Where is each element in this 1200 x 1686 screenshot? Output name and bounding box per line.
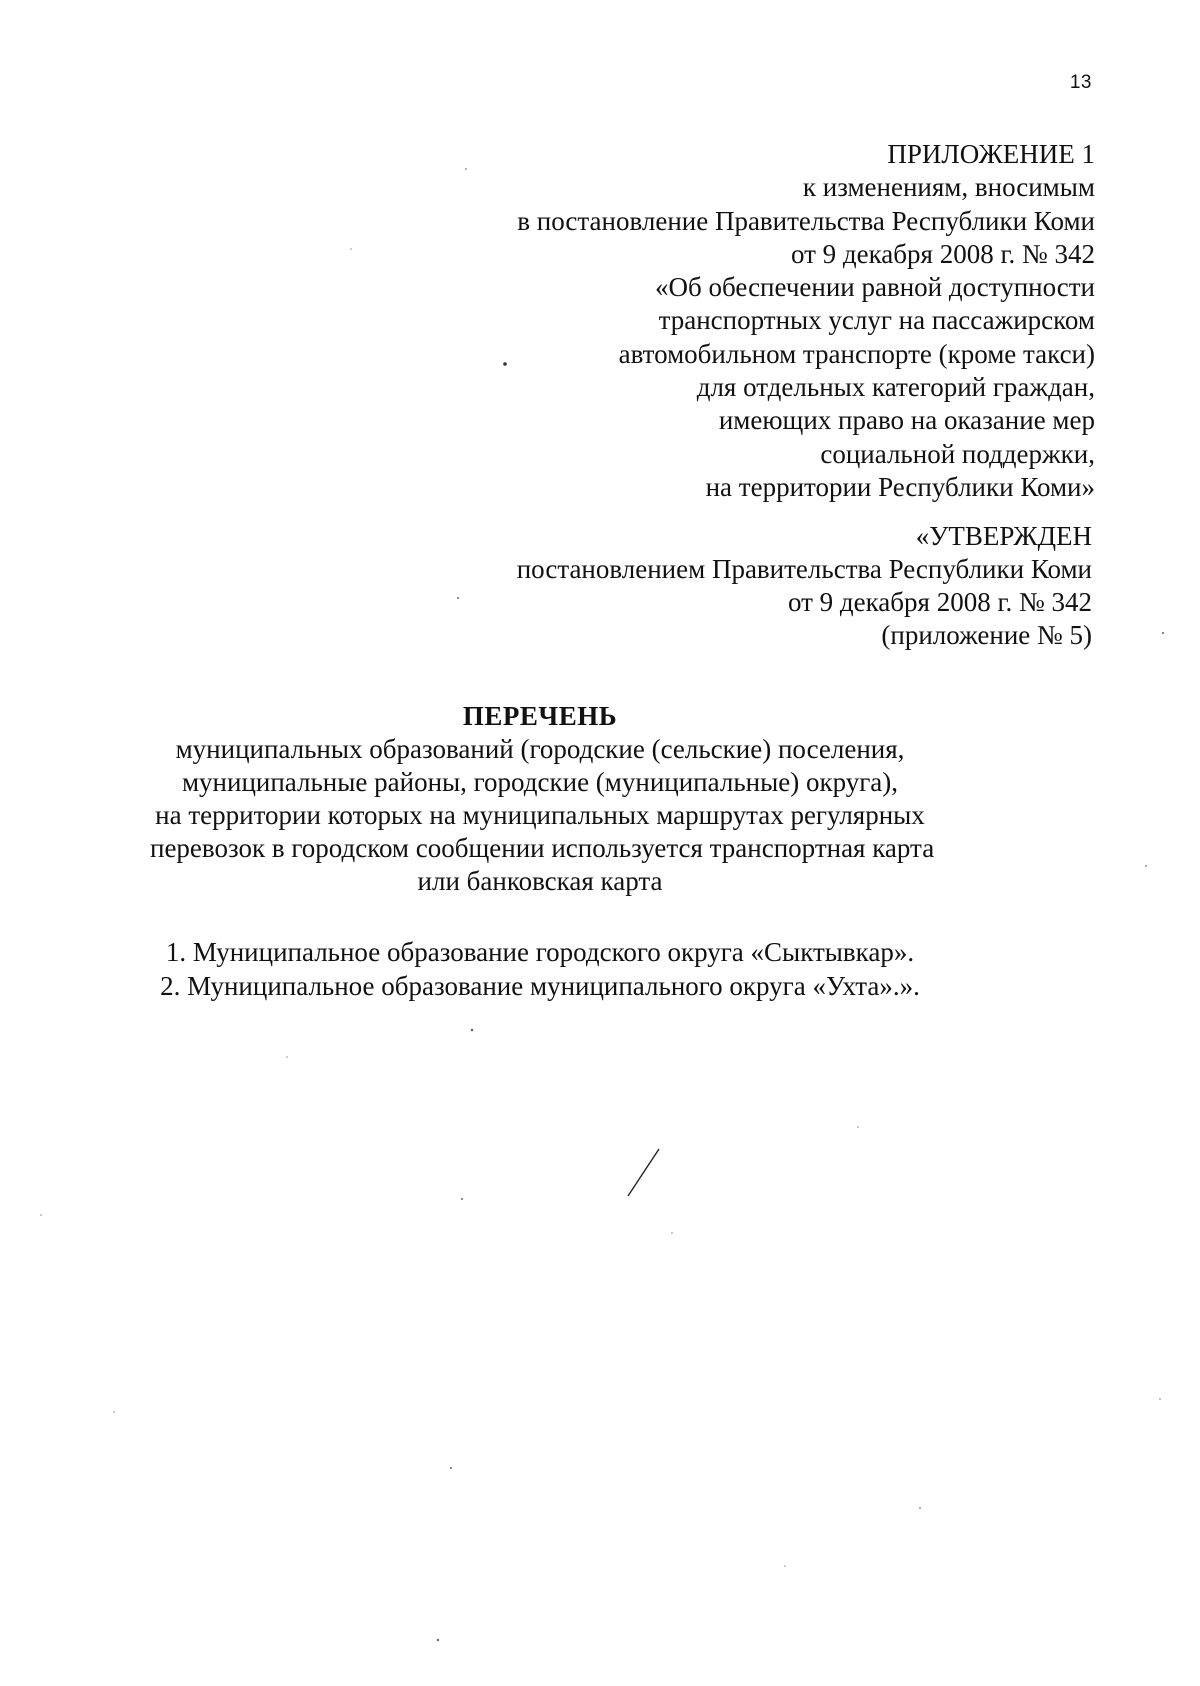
annex-line: на территории Республики Коми» [705, 471, 1095, 502]
pen-stroke [628, 1149, 659, 1196]
annex-line: социальной поддержки, [820, 438, 1095, 469]
approved-line: от 9 декабря 2008 г. № 342 [787, 587, 1092, 617]
annex-title: ПРИЛОЖЕНИЕ 1 [887, 139, 1095, 169]
approved-title: «УТВЕРЖДЕН [915, 521, 1092, 551]
page-number: 13 [1069, 72, 1092, 93]
list-subtitle-line: на территории которых на муниципальных маршрутах регулярных [155, 800, 925, 830]
scan-speck [1159, 1398, 1161, 1400]
approval-stamp-text [392, 520, 1092, 652]
municipality-list [150, 935, 930, 1003]
approved-line: (приложение № 5) [881, 620, 1092, 650]
list-subtitle-line: муниципальные районы, городские (муниципальные) округа), [181, 767, 899, 797]
annex-line: для отдельных категорий граждан, [696, 372, 1095, 403]
annex-header [395, 138, 1095, 504]
list-heading: ПЕРЕЧЕНЬ [462, 701, 618, 731]
annex-line: имеющих право на оказание мер [718, 405, 1095, 436]
approved-line: постановлением Правительства Республики Коми [516, 554, 1092, 584]
scan-speck [113, 1411, 115, 1413]
scan-speck [471, 1029, 473, 1031]
annex-line: «Об обеспечении равной доступности [655, 272, 1095, 303]
scan-speck [1162, 632, 1164, 634]
annex-line: от 9 декабря 2008 г. № 342 [790, 238, 1095, 269]
scan-speck [286, 1056, 288, 1058]
annex-line: в постановление Правительства Республики Коми [517, 205, 1095, 236]
scan-speck [450, 1467, 452, 1469]
list-subtitle-line: перевозок в городском сообщении используется транспортная карта [150, 833, 935, 863]
annex-line: автомобильном транспорте (кроме такси) [618, 338, 1095, 369]
list-subtitle-line: или банковская карта [417, 866, 663, 896]
annex-line: к изменениям, вносимым [802, 172, 1095, 203]
scan-speck [857, 1126, 859, 1128]
scan-speck [437, 1639, 439, 1641]
scan-speck [40, 1214, 42, 1216]
scan-speck [671, 1232, 673, 1234]
list-title [150, 700, 935, 898]
list-item: 1. Муниципальное образование городского округа «Сыктывкар». [165, 937, 915, 967]
scan-speck [461, 1198, 463, 1200]
list-subtitle-line: муниципальных образований (городские (сельские) поселения, [175, 734, 905, 764]
scan-speck [350, 248, 352, 250]
scan-speck [784, 1565, 786, 1567]
list-item: 2. Муниципальное образование муниципального округа «Ухта».». [160, 971, 920, 1001]
scan-speck [919, 1507, 921, 1509]
scan-speck [1145, 865, 1147, 867]
annex-line: транспортных услуг на пассажирском [658, 305, 1095, 336]
